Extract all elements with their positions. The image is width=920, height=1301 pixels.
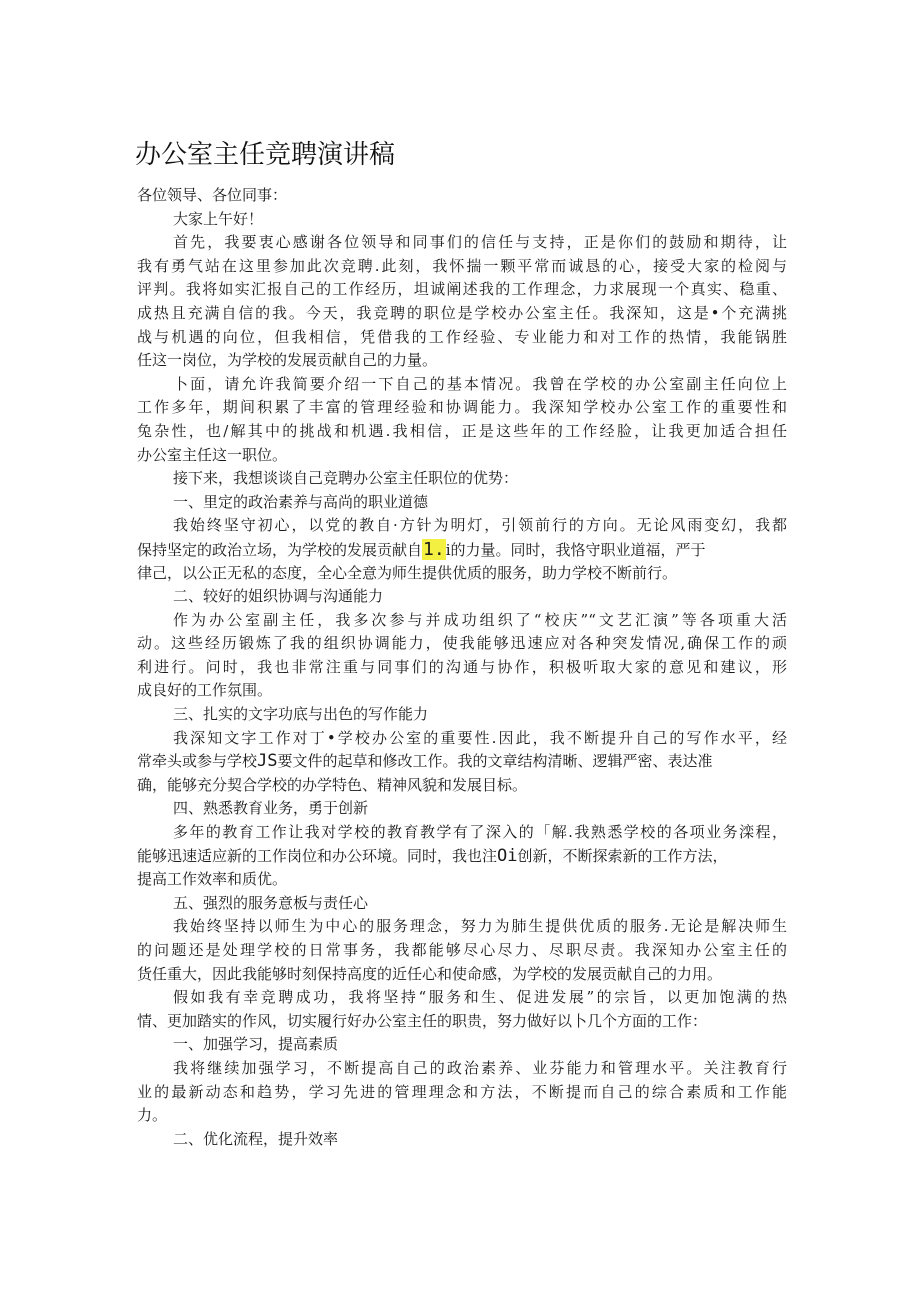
paragraph-line: 我将继续加强学习，不断提高自己的政治素养、业芬能力和管理水平。关注教育行 — [173, 1058, 787, 1077]
section-heading: 二、优化流程，提升效率 — [173, 1129, 339, 1148]
paragraph-line: 兔杂性，也/解其中的挑战和机遇.我相信，正是这些年的工作经脸，让我更加适合担任 — [137, 421, 787, 440]
paragraph-line: 货任重大，因此我能够时刻保持高度的近任心和使命感，为学校的发展贡献自己的力用。 — [137, 964, 723, 983]
section-heading: 二、较好的姐织协调与沟通能力 — [173, 587, 384, 606]
section-heading: 一、加强学习，提高素质 — [173, 1035, 339, 1054]
paragraph-line: 任这一岗位，为学校的发展贡献自己的力量。 — [137, 351, 438, 370]
section-heading: 三、扎实的文字功底与出色的写作能力 — [173, 705, 429, 724]
paragraph-line: 业的最新动态和趋势，学习先进的管理理念和方法，不断提而自己的综合素质和工作能 — [137, 1082, 787, 1101]
paragraph-line: 我有勇气站在这里参加此次竞聘.此刻，我怀揣一颗平常而诚恳的心，接受大家的检阅与 — [137, 256, 787, 275]
paragraph-line: 战与机遇的向位，但我相信，凭借我的工作经验、专业能力和对工作的热情，我能锅胜 — [137, 327, 787, 346]
paragraph-line: 我始终坚持以师生为中心的服务理念，努力为肺生提供优质的服务.无论是解决师生 — [173, 917, 787, 936]
paragraph-line: 动。这些经历锻炼了我的组织协调能力，使我能够迅速应对各种突发情况,确保工作的顽 — [137, 634, 787, 653]
paragraph-line: 确，能够充分契合学校的办学特色、精神风貌和发展目标。 — [137, 775, 528, 794]
paragraph-line: 成良好的工作氛围。 — [137, 681, 273, 700]
section-heading: 四、熟悉教育业务，勇于创新 — [173, 799, 369, 818]
paragraph-line: 我始终坚守初心，以党的教自·方针为明灯，引领前行的方向。无论风雨变幻，我都 — [173, 516, 787, 535]
paragraph-line: 评判。我将如实汇报自己的工作经历，坦诚阐述我的工作理念，力求展现一个真实、稳重、 — [137, 280, 787, 299]
paragraph-line: 提高工作效率和质优。 — [137, 870, 288, 889]
document-title: 办公室主任竞聘演讲稿 — [135, 140, 396, 170]
paragraph-line — [137, 845, 787, 869]
text-segment: 能够迅速适应新的工作岗位和办公环境。同时，我也注 — [137, 846, 498, 865]
text-segment: 常牵头或参与学校 — [137, 752, 258, 771]
highlighted-text: 1. — [423, 538, 445, 560]
paragraph-line: 的问题还是处理学校的日常事务，我都能够尽心尽力、尽职尽责。我深知办公室主任的 — [137, 941, 787, 959]
paragraph-line: 卜面，请允许我简要介绍一下自己的基本情况。我曾在学校的办公室副主任向位上 — [173, 374, 787, 393]
paragraph-line: 情、更加踏实的作风，切实履行好办公室主任的职贵，努力做好以卜几个方面的工作： — [137, 1011, 708, 1030]
paragraph-line: 利进行。问时，我也非常注重与同事们的沟通与协作，积极听取大家的意见和建议，形 — [137, 657, 787, 676]
text-segment: i的力量。同时，我恪守职业道福，严于 — [445, 540, 706, 559]
paragraph-line: 工作多年，期间积累了丰富的管理经验和协调能力。我深知学校办公室工作的重要性和 — [137, 398, 787, 417]
paragraph-line — [137, 750, 787, 774]
section-heading: 五、强烈的服务意板与责任心 — [173, 893, 369, 912]
paragraph-line — [137, 538, 787, 562]
section-heading: 一、里定的政治素养与高尚的职业道德 — [173, 492, 429, 511]
paragraph-line: 我深知文字工作对丁•学校办公室的重要性.因此，我不断提升自己的写作水平，经 — [173, 728, 787, 747]
paragraph-line: 律己，以公正无私的态度，全心全意为师生提供优质的服务，助力学校不断前行。 — [137, 563, 678, 582]
ocr-artifact-text: Oi — [497, 845, 518, 866]
ocr-artifact-text: JS — [257, 751, 278, 772]
paragraph-line: 力。 — [137, 1106, 168, 1125]
paragraph-line: 首先，我要衷心感谢各位领导和同事们的信任与支持，正是你们的鼓励和期待，让 — [173, 233, 787, 252]
text-segment: 创新，不断探索新的工作方法， — [517, 846, 728, 865]
paragraph-line: 办公室主任这一职位。 — [137, 445, 288, 464]
paragraph-line: 接下来，我想谈谈自己竞聘办公室主任职位的优势： — [173, 469, 519, 488]
salutation: 各位领导、各位同事： — [137, 186, 288, 204]
paragraph-line: 假如我有幸竞聘成功，我将坚持“服务和生、促进发展”的宗旨，以更加饱满的热 — [173, 988, 787, 1007]
document-body — [137, 184, 787, 1151]
paragraph-line: 成热且充满自信的我。今天，我竞聘的职位是学校办公室主任。我深知，这是•个充满挑 — [137, 303, 787, 322]
greeting: 大家上午好！ — [173, 209, 264, 228]
text-segment: 保持坚定的政治立场，为学校的发展贡献自 — [137, 540, 423, 559]
paragraph-line: 作为办公室副主任，我多次参与并成功组织了“校庆”“文艺汇演”等各项重大活 — [173, 610, 787, 629]
paragraph-line: 多年的教育工作让我对学校的教育教学有了深入的「解.我熟悉学校的各项业务滦程， — [173, 823, 787, 842]
text-segment: 要文件的起草和修改工作。我的文章结构清晰、逻辑严密、表达准 — [277, 752, 713, 771]
